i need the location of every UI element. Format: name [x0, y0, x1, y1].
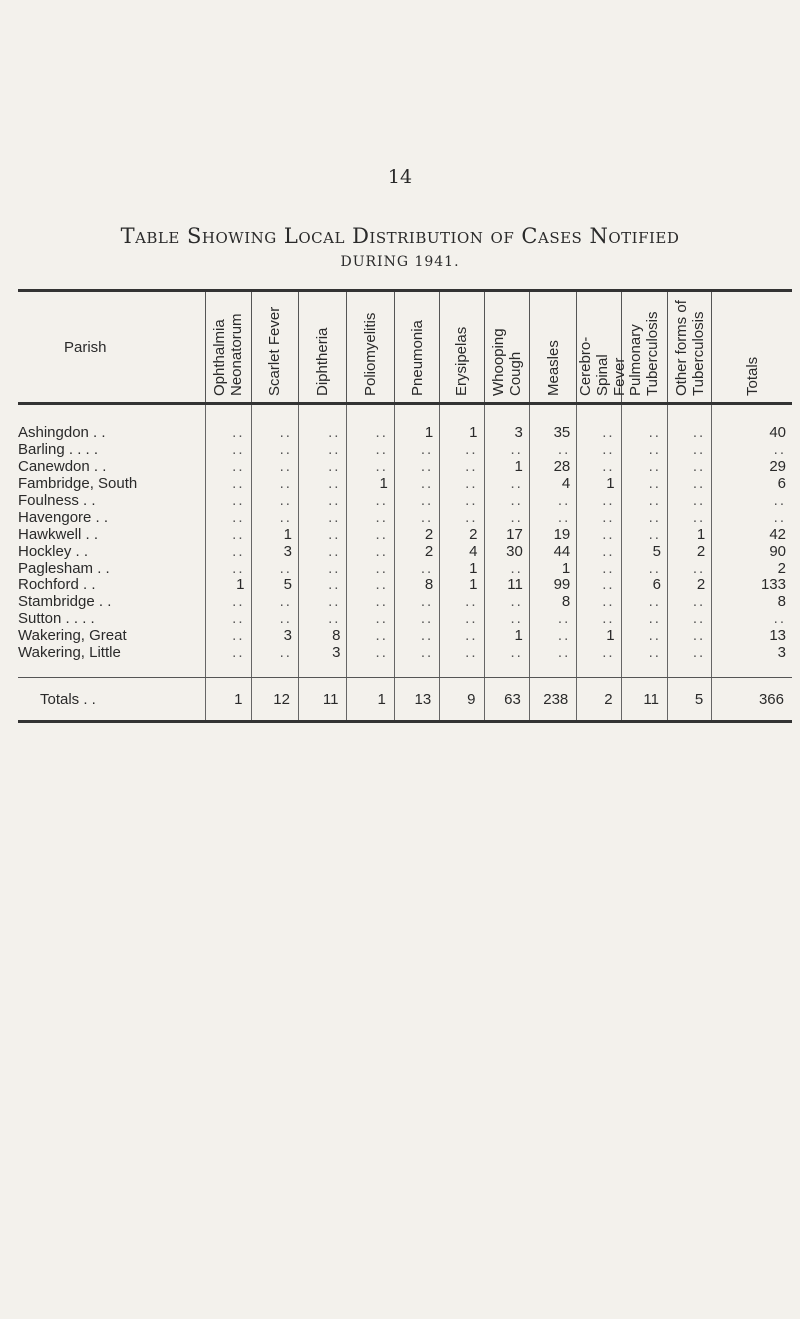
table-cell: ..: [394, 560, 439, 577]
column-header-label: Measles: [544, 340, 562, 396]
table-cell: 1: [440, 577, 484, 594]
column-header-label: Pulmonary Tuberculosis: [627, 311, 662, 396]
table-row: [18, 526, 792, 543]
table-cell: ..: [298, 560, 347, 577]
table-cell: ..: [394, 594, 439, 611]
table-cell: 1: [440, 560, 484, 577]
table-row: [18, 543, 792, 560]
distribution-table-wrap: [18, 289, 792, 723]
table-cell: 1: [440, 404, 484, 442]
table-cell: ..: [529, 493, 576, 510]
table-cell: 19: [529, 526, 576, 543]
table-cell: ..: [298, 611, 347, 628]
table-cell: ..: [298, 526, 347, 543]
column-header-label: Whooping Cough: [489, 328, 524, 396]
table-cell: ..: [440, 509, 484, 526]
totals-cell: 12: [251, 678, 298, 722]
totals-cell: 13: [394, 678, 439, 722]
table-cell: ..: [347, 509, 394, 526]
column-header-label: Poliomyelitis: [362, 312, 380, 396]
table-cell: 5: [621, 543, 667, 560]
table-cell: ..: [440, 476, 484, 493]
table-cell: ..: [298, 404, 347, 442]
table-cell: ..: [621, 509, 667, 526]
table-cell: ..: [667, 594, 711, 611]
parish-name: Fambridge, South: [18, 475, 138, 493]
table-cell: ..: [251, 509, 298, 526]
table-cell: 99: [529, 577, 576, 594]
table-row: [18, 404, 792, 442]
table-cell: ..: [251, 404, 298, 442]
table-cell: ..: [298, 493, 347, 510]
table-cell: 1: [484, 628, 529, 645]
parish-name: Canewdon . .: [18, 458, 107, 476]
table-cell: 2: [394, 543, 439, 560]
table-row: [18, 459, 792, 476]
table-cell: ..: [667, 628, 711, 645]
table-cell: ..: [577, 543, 621, 560]
table-cell: 2: [667, 577, 711, 594]
table-cell: ..: [577, 577, 621, 594]
page-title: Table Showing Local Distribution of Cases Notified: [120, 224, 680, 248]
table-cell: ..: [440, 493, 484, 510]
table-cell: 90: [712, 543, 792, 560]
table-cell: 133: [712, 577, 792, 594]
table-cell: ..: [347, 526, 394, 543]
table-cell: ..: [621, 645, 667, 678]
table-cell: ..: [667, 611, 711, 628]
table-cell: 28: [529, 459, 576, 476]
column-header: [667, 291, 711, 404]
table-cell: ..: [621, 476, 667, 493]
table-cell: 3: [712, 645, 792, 678]
table-cell: ..: [394, 611, 439, 628]
table-cell: ..: [251, 442, 298, 459]
table-cell: 1: [577, 476, 621, 493]
table-cell: 17: [484, 526, 529, 543]
column-header-label: Totals: [743, 356, 761, 396]
table-cell: ..: [251, 459, 298, 476]
table-cell: 1: [206, 577, 251, 594]
table-cell: 6: [621, 577, 667, 594]
table-cell: 1: [577, 628, 621, 645]
table-cell: ..: [394, 509, 439, 526]
table-cell: ..: [440, 611, 484, 628]
table-cell: ..: [577, 611, 621, 628]
parish-name: Foulness . .: [18, 492, 96, 509]
table-cell: ..: [440, 628, 484, 645]
table-cell: ..: [347, 628, 394, 645]
column-header-parish: Parish: [18, 291, 206, 404]
table-cell: 44: [529, 543, 576, 560]
table-cell: 1: [347, 476, 394, 493]
table-cell: ..: [577, 404, 621, 442]
table-cell: ..: [621, 560, 667, 577]
table-cell: ..: [667, 645, 711, 678]
table-cell: ..: [577, 459, 621, 476]
parish-name: Stambridge . .: [18, 593, 112, 611]
table-cell: ..: [394, 645, 439, 678]
totals-label: Totals . .: [18, 678, 206, 722]
parish-name: Rochford . .: [18, 576, 96, 594]
table-cell: 30: [484, 543, 529, 560]
table-row: [18, 509, 792, 526]
totals-cell: 1: [347, 678, 394, 722]
table-cell: ..: [251, 493, 298, 510]
table-cell: 13: [712, 628, 792, 645]
table-cell: ..: [251, 645, 298, 678]
parish-name: Paglesham . .: [18, 559, 110, 577]
table-cell: 5: [251, 577, 298, 594]
column-header-label: Other forms of Tuberculosis: [672, 300, 707, 396]
table-cell: ..: [712, 442, 792, 459]
totals-cell: 2: [577, 678, 621, 722]
table-cell: ..: [394, 628, 439, 645]
table-cell: ..: [529, 509, 576, 526]
table-cell: 1: [394, 404, 439, 442]
table-cell: ..: [621, 442, 667, 459]
table-row: [18, 476, 792, 493]
table-cell: ..: [206, 509, 251, 526]
parish-name: Barling . . . .: [18, 441, 99, 459]
table-cell: ..: [484, 611, 529, 628]
table-cell: ..: [577, 442, 621, 459]
table-cell: 4: [440, 543, 484, 560]
table-cell: ..: [577, 594, 621, 611]
table-cell: ..: [206, 526, 251, 543]
table-cell: ..: [484, 594, 529, 611]
table-cell: ..: [251, 560, 298, 577]
table-cell: ..: [206, 543, 251, 560]
page-subtitle: DURING 1941.: [340, 254, 460, 270]
table-cell: ..: [667, 560, 711, 577]
table-cell: ..: [712, 509, 792, 526]
column-header-label: Pneumonia: [408, 320, 426, 396]
table-cell: ..: [440, 442, 484, 459]
table-cell: ..: [347, 404, 394, 442]
parish-name: Hockley . .: [18, 542, 89, 560]
table-cell: ..: [484, 645, 529, 678]
table-cell: ..: [484, 442, 529, 459]
table-row: [18, 611, 792, 628]
parish-name: Wakering, Little: [18, 645, 206, 678]
totals-cell: 11: [621, 678, 667, 722]
table-cell: ..: [484, 476, 529, 493]
table-row: [18, 594, 792, 611]
table-cell: ..: [529, 442, 576, 459]
table-row: [18, 442, 792, 459]
table-row: [18, 628, 792, 645]
table-cell: ..: [667, 404, 711, 442]
parish-name: Sutton . . . .: [18, 610, 95, 628]
table-cell: ..: [712, 493, 792, 510]
table-cell: 35: [529, 404, 576, 442]
table-cell: ..: [347, 543, 394, 560]
table-cell: ..: [206, 628, 251, 645]
table-cell: ..: [529, 611, 576, 628]
table-cell: 4: [529, 476, 576, 493]
table-cell: ..: [206, 493, 251, 510]
table-cell: ..: [298, 594, 347, 611]
column-header: [347, 291, 394, 404]
table-cell: ..: [206, 459, 251, 476]
table-cell: ..: [298, 476, 347, 493]
table-cell: ..: [484, 560, 529, 577]
table-row: [18, 493, 792, 510]
table-cell: ..: [667, 476, 711, 493]
table-cell: ..: [529, 628, 576, 645]
table-cell: ..: [621, 404, 667, 442]
table-cell: ..: [440, 459, 484, 476]
table-cell: ..: [621, 493, 667, 510]
table-cell: ..: [251, 594, 298, 611]
table-cell: ..: [347, 560, 394, 577]
table-cell: ..: [206, 404, 251, 442]
totals-cell: 9: [440, 678, 484, 722]
table-row: [18, 577, 792, 594]
column-header-label: Diphtheria: [314, 327, 332, 396]
table-cell: ..: [206, 611, 251, 628]
table-cell: 6: [712, 476, 792, 493]
table-cell: ..: [298, 442, 347, 459]
table-cell: ..: [394, 459, 439, 476]
table-cell: ..: [667, 509, 711, 526]
table-cell: 2: [712, 560, 792, 577]
table-cell: ..: [667, 493, 711, 510]
table-cell: ..: [529, 645, 576, 678]
table-cell: 8: [394, 577, 439, 594]
table-cell: ..: [298, 543, 347, 560]
column-header-label: Erysipelas: [453, 326, 471, 396]
table-cell: ..: [667, 442, 711, 459]
table-cell: 8: [529, 594, 576, 611]
table-body: [18, 404, 792, 678]
totals-cell: 366: [712, 678, 792, 722]
header-row: [18, 291, 792, 404]
table-cell: ..: [712, 611, 792, 628]
distribution-table: [18, 289, 792, 723]
table-cell: ..: [347, 577, 394, 594]
table-cell: 3: [251, 543, 298, 560]
table-cell: ..: [577, 509, 621, 526]
table-cell: ..: [206, 594, 251, 611]
table-row: [18, 560, 792, 577]
table-cell: ..: [298, 459, 347, 476]
table-cell: 1: [667, 526, 711, 543]
table-cell: ..: [347, 459, 394, 476]
table-cell: ..: [206, 645, 251, 678]
table-cell: ..: [484, 493, 529, 510]
table-cell: ..: [621, 628, 667, 645]
totals-cell: 5: [667, 678, 711, 722]
column-header: [206, 291, 251, 404]
column-header-label: Ophthalmia Neonatorum: [211, 313, 246, 396]
column-header: [298, 291, 347, 404]
table-cell: ..: [577, 645, 621, 678]
table-cell: ..: [577, 560, 621, 577]
totals-cell: 1: [206, 678, 251, 722]
table-cell: ..: [394, 442, 439, 459]
parish-name: Ashingdon . .: [18, 424, 106, 442]
table-cell: 1: [484, 459, 529, 476]
table-cell: ..: [621, 526, 667, 543]
table-cell: ..: [206, 442, 251, 459]
table-cell: 3: [484, 404, 529, 442]
table-cell: ..: [577, 493, 621, 510]
table-cell: ..: [347, 442, 394, 459]
totals-cell: 63: [484, 678, 529, 722]
table-cell: 29: [712, 459, 792, 476]
table-cell: 3: [251, 628, 298, 645]
column-header: [621, 291, 667, 404]
column-header: [484, 291, 529, 404]
table-cell: ..: [484, 509, 529, 526]
table-cell: ..: [206, 560, 251, 577]
table-cell: ..: [347, 645, 394, 678]
table-cell: 2: [667, 543, 711, 560]
table-cell: ..: [251, 611, 298, 628]
parish-name: Hawkwell . .: [18, 525, 99, 543]
table-cell: 40: [712, 404, 792, 442]
parish-name: Wakering, Great: [18, 627, 127, 645]
table-cell: 11: [484, 577, 529, 594]
table-cell: 2: [394, 526, 439, 543]
totals-cell: 11: [298, 678, 347, 722]
table-cell: ..: [298, 509, 347, 526]
column-header-label: Cerebro-Spinal Fever: [577, 336, 629, 396]
column-header: [529, 291, 576, 404]
table-cell: 42: [712, 526, 792, 543]
table-cell: ..: [621, 594, 667, 611]
table-cell: ..: [667, 459, 711, 476]
table-cell: 3: [298, 645, 347, 678]
totals-row: [18, 678, 792, 722]
table-cell: 8: [298, 628, 347, 645]
column-header: [251, 291, 298, 404]
table-cell: 1: [529, 560, 576, 577]
table-cell: ..: [347, 493, 394, 510]
table-cell: 1: [251, 526, 298, 543]
table-cell: ..: [298, 577, 347, 594]
table-cell: ..: [577, 526, 621, 543]
table-cell: ..: [621, 459, 667, 476]
table-cell: 2: [440, 526, 484, 543]
table-cell: ..: [206, 476, 251, 493]
table-cell: 8: [712, 594, 792, 611]
table-cell: ..: [347, 611, 394, 628]
parish-name: Havengore . .: [18, 508, 109, 526]
page-number: 14: [387, 166, 413, 188]
table-row: [18, 645, 792, 678]
column-header: [394, 291, 439, 404]
table-cell: ..: [394, 476, 439, 493]
column-header-label: Scarlet Fever: [266, 306, 284, 396]
table-cell: ..: [440, 645, 484, 678]
table-cell: ..: [347, 594, 394, 611]
totals-cell: 238: [529, 678, 576, 722]
column-header: [440, 291, 484, 404]
table-cell: ..: [251, 476, 298, 493]
column-header: [577, 291, 629, 404]
column-header: [712, 291, 792, 404]
table-cell: ..: [394, 493, 439, 510]
table-cell: ..: [440, 594, 484, 611]
table-cell: ..: [621, 611, 667, 628]
